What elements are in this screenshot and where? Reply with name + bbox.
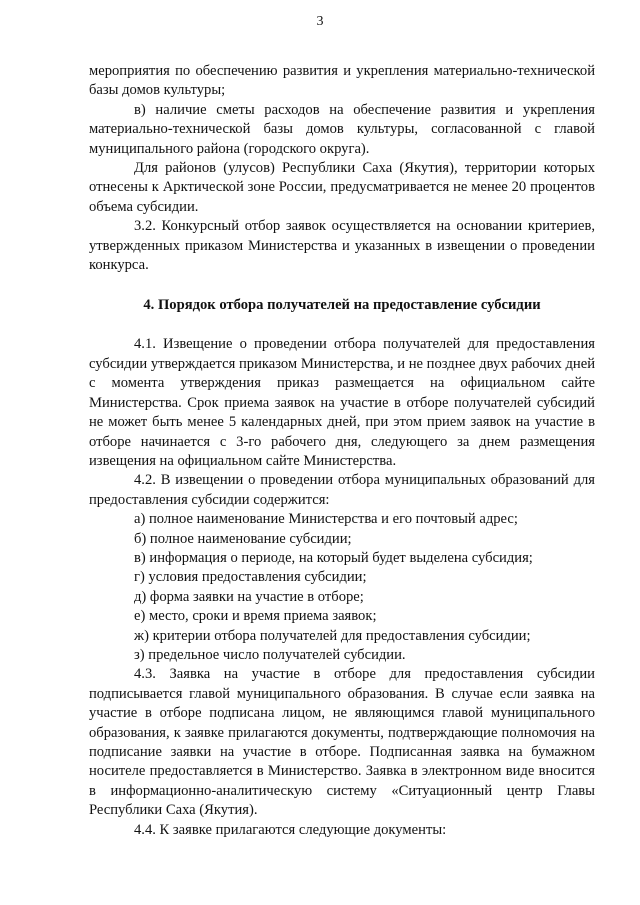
paragraph-4-1: 4.1. Извещение о проведении отбора получателей для предоставления субсидии утверждается приказом Министерства, и не позднее двух рабочих дней с момента утверждения приказ размещается на официальном сайте Министерства. Срок приема заявок на участие в отборе получателей субсидий не может быть менее 5 календарных дней, при этом прием заявок на участие в отборе начинается с 3-го рабочего дня, следующего за днем размещения извещения на официальном сайте Министерства. [89, 336, 595, 469]
paragraph: Для районов (улусов) Республики Саха (Якутия), территории которых отнесены к Арктической зоне России, предусматривается не менее 20 процентов объема субсидии. [89, 160, 595, 215]
document-body [89, 62, 595, 840]
list-item: г) условия предоставления субсидии; [134, 569, 367, 586]
list-item: ж) критерии отбора получателей для предоставления субсидии; [134, 627, 531, 644]
section-heading: 4. Порядок отбора получателей на предоставление субсидии [143, 297, 541, 314]
list-item: в) информация о периоде, на который будет выделена субсидия; [134, 549, 533, 566]
list-item: з) предельное число получателей субсидии. [134, 646, 406, 663]
list-item: д) форма заявки на участие в отборе; [134, 588, 364, 605]
paragraph-4-4: 4.4. К заявке прилагаются следующие документы: [134, 821, 447, 838]
list-4-2 [89, 510, 595, 665]
list-item: б) полное наименование субсидии; [134, 530, 352, 547]
list-item: е) место, сроки и время приема заявок; [134, 608, 377, 625]
list-item: а) полное наименование Министерства и его почтовый адрес; [134, 511, 518, 528]
paragraph: 3.2. Конкурсный отбор заявок осуществляется на основании критериев, утвержденных приказом Министерства и указанных в извещении о проведении конкурса. [89, 218, 595, 274]
page-number: 3 [316, 14, 324, 29]
paragraph: мероприятия по обеспечению развития и укрепления материально-технической базы домов культуры; [89, 63, 595, 99]
paragraph: в) наличие сметы расходов на обеспечение развития и укрепления материально-технической базы домов культуры, согласованной с главой муниципального района (городского округа). [89, 101, 595, 157]
paragraph-4-2: 4.2. В извещении о проведении отбора муниципальных образований для предоставления субсидии содержится: [89, 472, 595, 508]
paragraph-4-3: 4.3. Заявка на участие в отборе для предоставления субсидии подписывается главой муниципального образования. В случае если заявка на участие в отборе подписана лицом, не являющимся главой муниципального образования, к заявке прилагаются документы, подтверждающие полномочия на подписание заявки на участие в отборе. Подписанная заявка на бумажном носителе предоставляется в Министерство. Заявка в электронном виде вносится в информационно-аналитическую систему «Ситуационный центр Главы Республики Саха (Якутия). [89, 666, 595, 819]
